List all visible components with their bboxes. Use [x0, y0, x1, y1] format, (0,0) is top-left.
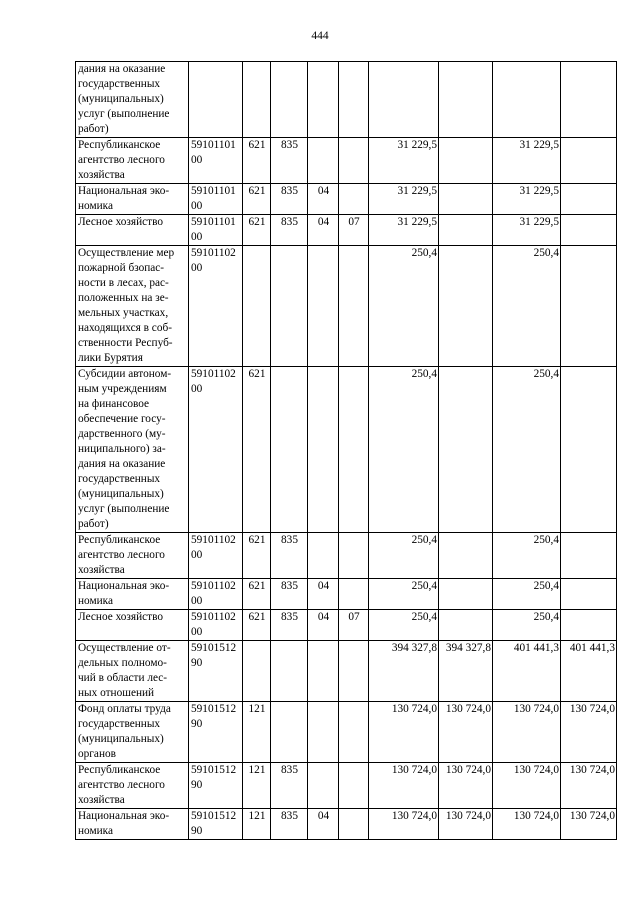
cell-amount-3: 31 229,5 [493, 215, 561, 246]
cell-section [308, 702, 339, 763]
cell-amount-4 [561, 579, 617, 610]
cell-amount-1: 250,4 [369, 533, 439, 579]
cell-administrator: 835 [271, 610, 308, 641]
cell-amount-3 [493, 62, 561, 138]
cell-expense-type: 621 [243, 367, 271, 533]
cell-administrator [271, 246, 308, 367]
cell-amount-1: 250,4 [369, 579, 439, 610]
cell-amount-2: 130 724,0 [439, 702, 493, 763]
cell-section [308, 246, 339, 367]
cell-administrator: 835 [271, 579, 308, 610]
cell-amount-4 [561, 138, 617, 184]
cell-expense-type: 621 [243, 533, 271, 579]
cell-administrator: 835 [271, 763, 308, 809]
cell-name: Национальная эко- номика [76, 579, 189, 610]
cell-administrator: 835 [271, 533, 308, 579]
cell-subsection [339, 702, 369, 763]
table-row [76, 184, 617, 215]
cell-subsection [339, 763, 369, 809]
cell-target-article: 59101101 00 [189, 184, 243, 215]
cell-target-article: 59101101 00 [189, 138, 243, 184]
cell-name: Лесное хозяйство [76, 215, 189, 246]
cell-administrator [271, 62, 308, 138]
cell-amount-3: 130 724,0 [493, 809, 561, 840]
cell-amount-1: 130 724,0 [369, 702, 439, 763]
cell-administrator: 835 [271, 215, 308, 246]
cell-amount-2 [439, 138, 493, 184]
cell-amount-3: 31 229,5 [493, 138, 561, 184]
cell-name: Республиканское агентство лесного хозяйства [76, 138, 189, 184]
cell-target-article: 59101102 00 [189, 579, 243, 610]
cell-subsection [339, 138, 369, 184]
cell-section: 04 [308, 809, 339, 840]
cell-target-article: 59101101 00 [189, 215, 243, 246]
cell-target-article: 59101512 90 [189, 702, 243, 763]
cell-administrator: 835 [271, 138, 308, 184]
cell-expense-type: 621 [243, 579, 271, 610]
cell-amount-2 [439, 62, 493, 138]
cell-name: дания на оказание государственных (муниципальных) услуг (выполнение работ) [76, 62, 189, 138]
table-row [76, 763, 617, 809]
cell-amount-2 [439, 184, 493, 215]
cell-amount-2: 130 724,0 [439, 763, 493, 809]
cell-section: 04 [308, 610, 339, 641]
cell-amount-2 [439, 579, 493, 610]
cell-amount-1: 31 229,5 [369, 184, 439, 215]
cell-expense-type: 621 [243, 610, 271, 641]
cell-amount-4 [561, 215, 617, 246]
cell-amount-1: 250,4 [369, 367, 439, 533]
cell-section [308, 62, 339, 138]
cell-section [308, 367, 339, 533]
cell-amount-4 [561, 610, 617, 641]
cell-amount-4 [561, 533, 617, 579]
cell-expense-type [243, 246, 271, 367]
cell-section: 04 [308, 579, 339, 610]
cell-subsection [339, 62, 369, 138]
table-row [76, 138, 617, 184]
cell-target-article: 59101102 00 [189, 246, 243, 367]
table-row [76, 215, 617, 246]
cell-expense-type: 121 [243, 702, 271, 763]
cell-amount-4: 130 724,0 [561, 763, 617, 809]
cell-amount-3: 250,4 [493, 246, 561, 367]
cell-amount-1: 394 327,8 [369, 641, 439, 702]
cell-subsection [339, 533, 369, 579]
cell-amount-3: 250,4 [493, 610, 561, 641]
cell-amount-1 [369, 62, 439, 138]
cell-target-article: 59101102 00 [189, 610, 243, 641]
cell-name: Осуществление мер пожарной бзопас- ности в лесах, рас- положенных на зе- мельных участках, находящихся в соб- ственности Респуб- лики Бурятия [76, 246, 189, 367]
cell-amount-3: 130 724,0 [493, 702, 561, 763]
cell-amount-3: 31 229,5 [493, 184, 561, 215]
cell-expense-type: 621 [243, 184, 271, 215]
budget-table [75, 61, 617, 840]
cell-name: Республиканское агентство лесного хозяйства [76, 533, 189, 579]
cell-administrator [271, 641, 308, 702]
cell-subsection [339, 184, 369, 215]
cell-amount-1: 31 229,5 [369, 215, 439, 246]
cell-amount-2: 394 327,8 [439, 641, 493, 702]
table-row [76, 641, 617, 702]
cell-amount-1: 250,4 [369, 610, 439, 641]
cell-expense-type: 621 [243, 138, 271, 184]
cell-administrator: 835 [271, 809, 308, 840]
table-row [76, 62, 617, 138]
cell-amount-3: 250,4 [493, 533, 561, 579]
cell-amount-2 [439, 610, 493, 641]
cell-amount-3: 250,4 [493, 579, 561, 610]
cell-section: 04 [308, 184, 339, 215]
cell-amount-1: 130 724,0 [369, 763, 439, 809]
cell-amount-2 [439, 246, 493, 367]
table-row [76, 702, 617, 763]
table-row [76, 367, 617, 533]
cell-amount-4: 130 724,0 [561, 702, 617, 763]
page-number: 444 [311, 30, 329, 42]
cell-target-article: 59101512 90 [189, 763, 243, 809]
cell-amount-2: 130 724,0 [439, 809, 493, 840]
cell-name: Субсидии автоном- ным учреждениям на финансовое обеспечение госу- дарственного (му- ниципального) за- дания на оказание государственных (муниципальных) услуг (выполнение работ) [76, 367, 189, 533]
cell-target-article [189, 62, 243, 138]
cell-expense-type [243, 641, 271, 702]
cell-amount-3: 250,4 [493, 367, 561, 533]
table-body [76, 62, 617, 840]
cell-amount-4 [561, 246, 617, 367]
table-row [76, 579, 617, 610]
cell-amount-2 [439, 533, 493, 579]
cell-section: 04 [308, 215, 339, 246]
cell-amount-4: 401 441,3 [561, 641, 617, 702]
cell-subsection [339, 809, 369, 840]
cell-subsection [339, 367, 369, 533]
cell-expense-type: 621 [243, 215, 271, 246]
cell-amount-1: 31 229,5 [369, 138, 439, 184]
cell-section [308, 641, 339, 702]
cell-subsection [339, 579, 369, 610]
cell-section [308, 763, 339, 809]
cell-subsection [339, 246, 369, 367]
cell-amount-2 [439, 215, 493, 246]
table-row [76, 533, 617, 579]
cell-name: Национальная эко- номика [76, 184, 189, 215]
table-row [76, 610, 617, 641]
cell-name: Республиканское агентство лесного хозяйства [76, 763, 189, 809]
cell-amount-4: 130 724,0 [561, 809, 617, 840]
cell-administrator [271, 702, 308, 763]
table-row [76, 809, 617, 840]
cell-expense-type: 121 [243, 763, 271, 809]
cell-target-article: 59101512 90 [189, 809, 243, 840]
cell-subsection: 07 [339, 215, 369, 246]
cell-target-article: 59101102 00 [189, 367, 243, 533]
cell-expense-type [243, 62, 271, 138]
cell-amount-3: 401 441,3 [493, 641, 561, 702]
cell-expense-type: 121 [243, 809, 271, 840]
cell-name: Национальная эко- номика [76, 809, 189, 840]
cell-amount-4 [561, 62, 617, 138]
cell-amount-1: 250,4 [369, 246, 439, 367]
cell-name: Фонд оплаты труда государственных (муниципальных) органов [76, 702, 189, 763]
cell-amount-3: 130 724,0 [493, 763, 561, 809]
cell-section [308, 138, 339, 184]
cell-subsection: 07 [339, 610, 369, 641]
cell-administrator: 835 [271, 184, 308, 215]
cell-amount-2 [439, 367, 493, 533]
cell-amount-4 [561, 184, 617, 215]
cell-target-article: 59101102 00 [189, 533, 243, 579]
cell-target-article: 59101512 90 [189, 641, 243, 702]
table-row [76, 246, 617, 367]
cell-amount-4 [561, 367, 617, 533]
cell-name: Осуществление от- дельных полномо- чий в области лес- ных отношений [76, 641, 189, 702]
cell-amount-1: 130 724,0 [369, 809, 439, 840]
cell-name: Лесное хозяйство [76, 610, 189, 641]
cell-administrator [271, 367, 308, 533]
cell-subsection [339, 641, 369, 702]
cell-section [308, 533, 339, 579]
